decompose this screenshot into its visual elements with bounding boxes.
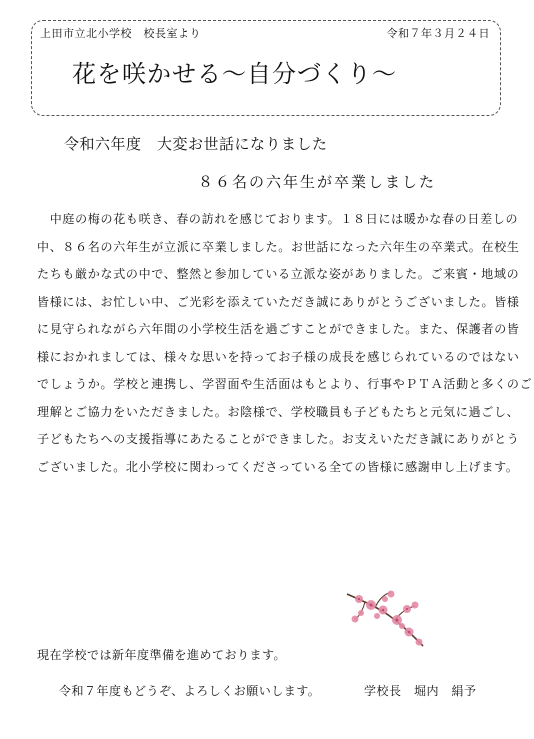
body-line: ございました。北小学校に関わってくださっている全ての皆様に感謝申し上げます。 [37, 459, 519, 474]
plum-blossom-icon [345, 590, 425, 650]
body-line: 皆様には、お忙しい中、ご光彩を添えていただき誠にありがとうございました。皆様 [37, 294, 520, 309]
body-line: に見守られながら六年間の小学校生活を過ごすことができました。また、保護者の皆 [37, 322, 520, 336]
header-box [31, 20, 501, 116]
body-line: でしょうか。学校と連携し、学習面や生活面はもとより、行事やＰＴＡ活動と多くのご [37, 377, 533, 391]
body-line: 子どもたちへの支援指導にあたることができました。お支えいただき誠にありがとう [37, 432, 520, 446]
body-line: たちも厳かな式の中で、整然と参加している立派な姿がありました。ご来賓・地域の [37, 267, 520, 281]
body-line: 様におかれましては、様々な思いを持ってお子様の成長を感じられているのではない [37, 349, 520, 364]
body-paragraph [37, 206, 533, 481]
principal-signature: 学校長 堀内 絹予 [364, 684, 477, 698]
page-title: 花を咲かせる～自分づくり～ [72, 60, 397, 88]
footer-greeting: 令和７年度もどうぞ、よろしくお願いします。 [59, 684, 321, 698]
footer-preparation: 現在学校では新年度準備を進めております。 [37, 648, 287, 662]
school-name: 上田市立北小学校 校長室より [40, 27, 201, 40]
heading-thanks: 令和六年度 大変お世話になりました [64, 135, 328, 153]
body-line: 中、８６名の六年生が立派に卒業しました。お世話になった六年生の卒業式。在校生 [37, 239, 520, 254]
body-line: 中庭の梅の花も咲き、春の訪れを感じております。１８日には暖かな春の日差しの [37, 212, 519, 226]
issue-date: 令和７年３月２４日 [386, 27, 490, 40]
body-line: 理解とご協力をいただきました。お陰様で、学校職員も子どもたちと元気に過ごし、 [37, 404, 520, 419]
heading-graduation: ８６名の六年生が卒業しました [198, 173, 437, 191]
